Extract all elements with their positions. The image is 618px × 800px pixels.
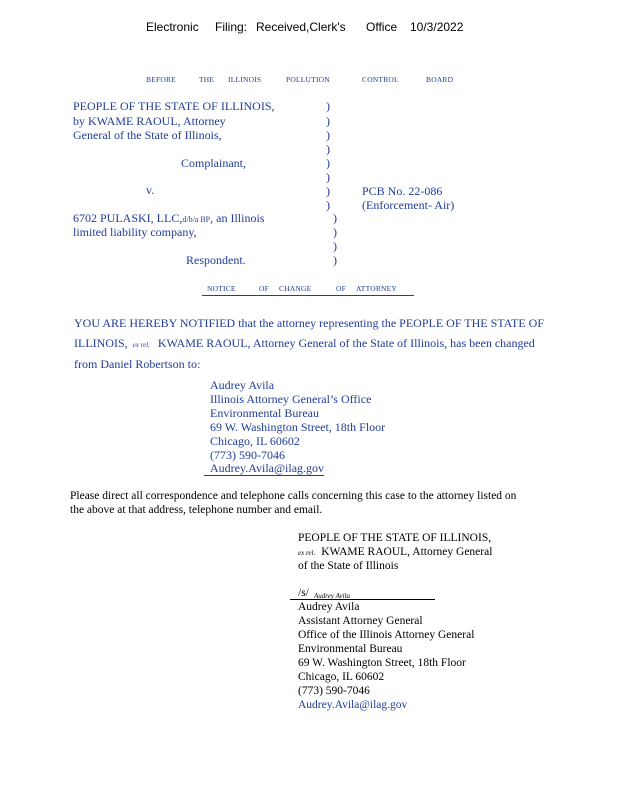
heading-word: BEFORE [146, 75, 176, 84]
sig-detail-line: Office of the Illinois Attorney General [298, 629, 475, 641]
title-word: OF [336, 284, 346, 293]
caption-paren: ) [326, 170, 330, 184]
attorney-office: Illinois Attorney General’s Office [210, 392, 372, 406]
sig-email-link[interactable]: Audrey.Avila@ilag.gov [298, 699, 408, 711]
heading-word: BOARD [426, 75, 454, 84]
direction-line: Please direct all correspondence and telephone calls concerning this case to the attorney listed on [70, 490, 517, 502]
sig-line [298, 545, 492, 560]
plaintiff-line: General of the State of Illinois, [73, 128, 222, 142]
attorney-email-link[interactable]: Audrey.Avila@ilag.gov [204, 461, 324, 476]
caption-paren: ) [333, 211, 337, 225]
heading-word: THE [199, 75, 215, 84]
sig-people: PEOPLE OF THE STATE OF ILLINOIS, [298, 532, 492, 544]
caption-paren: ) [333, 253, 337, 267]
filing-word-office: Office [366, 20, 398, 34]
body-line: YOU ARE HEREBY NOTIFIED that the attorney representing the PEOPLE OF THE STATE OF [74, 316, 544, 330]
sig-attorney-general: KWAME RAOUL, Attorney General [321, 546, 493, 558]
caption-paren: ) [333, 225, 337, 239]
plaintiff-line: PEOPLE OF THE STATE OF ILLINOIS, [73, 99, 275, 113]
title-word: CHANGE [279, 284, 312, 293]
title-word: ATTORNEY [356, 284, 398, 293]
sig-detail-line: 69 W. Washington Street, 18th Floor [298, 657, 466, 669]
sig-ex-rel: ex rel. [298, 549, 316, 557]
sig-detail-line: Chicago, IL 60602 [298, 671, 385, 683]
respondent-label: Respondent. [186, 253, 246, 267]
body-line [74, 336, 535, 352]
filing-word-received: Received,Clerk's [256, 20, 346, 34]
body-text: ILLINOIS, [74, 336, 128, 350]
filing-word-electronic: Electronic [146, 20, 199, 34]
signature-line [290, 586, 435, 600]
plaintiff-line: by KWAME RAOUL, Attorney [73, 114, 226, 128]
defendant-dba: d/b/a BP [182, 215, 211, 224]
ex-rel: ex rel. [132, 341, 150, 349]
direction-line: the above at that address, telephone number and email. [70, 504, 323, 516]
versus: v. [146, 183, 155, 197]
notice-title [202, 284, 414, 296]
attorney-city: Chicago, IL 60602 [210, 434, 300, 448]
heading-word: POLLUTION [286, 75, 330, 84]
caption-paren: ) [326, 99, 330, 113]
defendant-line: limited liability company, [73, 225, 197, 239]
attorney-phone: (773) 590-7046 [210, 448, 285, 462]
defendant-entity: , an Illinois [210, 211, 265, 225]
sig-detail-line: Environmental Bureau [298, 643, 403, 655]
caption-paren: ) [326, 142, 330, 156]
caption-paren: ) [326, 184, 330, 198]
sig-detail-line: Audrey Avila [298, 601, 360, 613]
caption-paren: ) [326, 114, 330, 128]
attorney-bureau: Environmental Bureau [210, 406, 319, 420]
sig-prefix: /s/ [298, 587, 309, 599]
sig-detail-line: (773) 590-7046 [298, 685, 370, 697]
caption-paren: ) [333, 239, 337, 253]
filing-date: 10/3/2022 [410, 20, 464, 34]
attorney-street: 69 W. Washington Street, 18th Floor [210, 420, 386, 434]
caption-paren: ) [326, 156, 330, 170]
body-text: KWAME RAOUL, Attorney General of the State of Illinois, has been changed [157, 336, 535, 350]
attorney-name: Audrey Avila [210, 378, 275, 392]
case-number: PCB No. 22-086 [362, 184, 443, 198]
caption-paren: ) [326, 198, 330, 212]
defendant-name: 6702 PULASKI, LLC, [73, 211, 183, 225]
complainant-label: Complainant, [181, 156, 246, 170]
sig-state: of the State of Illinois [298, 560, 399, 572]
sig-detail-line: Assistant Attorney General [298, 615, 423, 627]
title-word: OF [259, 284, 269, 293]
body-line: from Daniel Robertson to: [74, 357, 201, 371]
signature-name: Audrey Avila [314, 592, 350, 600]
title-word: NOTICE [207, 284, 236, 293]
caption-paren: ) [326, 128, 330, 142]
heading-word: ILLINOIS [228, 75, 262, 84]
case-type: (Enforcement- Air) [362, 198, 455, 212]
heading-word: CONTROL [362, 75, 399, 84]
filing-word-filing: Filing: [215, 20, 248, 34]
